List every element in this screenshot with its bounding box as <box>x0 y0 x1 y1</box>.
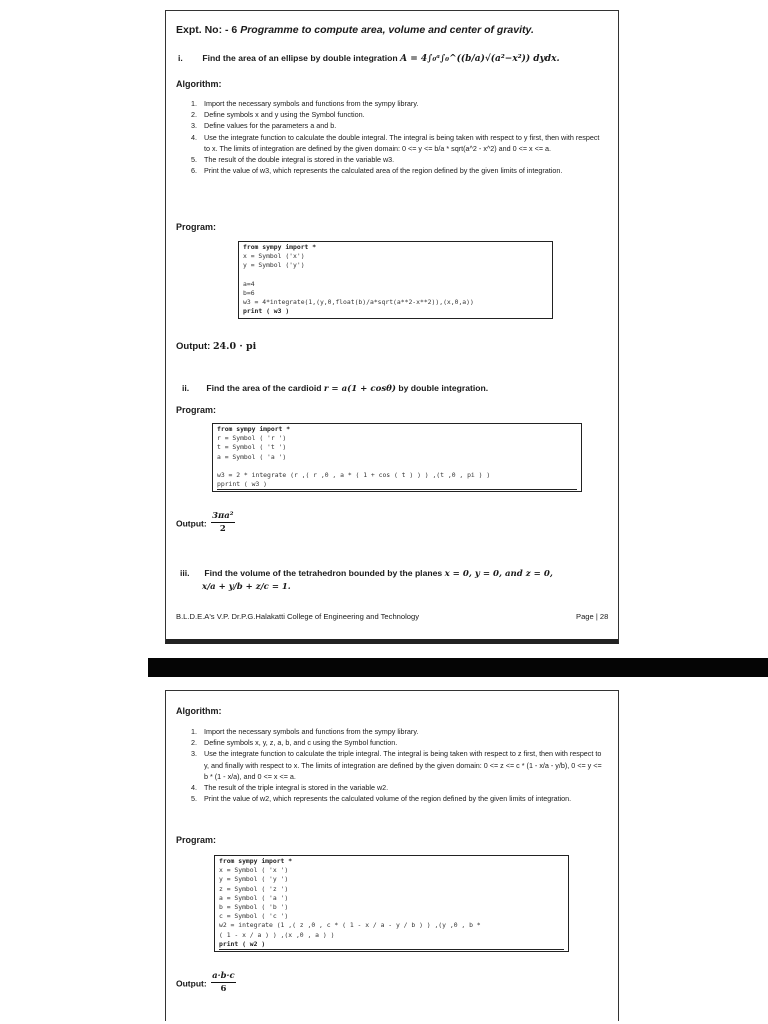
document-page-28 <box>165 10 619 644</box>
algorithm-heading-2: Algorithm: <box>176 706 222 716</box>
output-1-value: 24.0 · pi <box>212 341 257 352</box>
algorithm-list-2 <box>176 726 606 804</box>
code-block-cardioid: from sympy import * r = Symbol ( 'r ') t = Symbol ( 't ') a = Symbol ( 'a ') w3 = 2 * integrate (r ,( r ,0 , a * ( 1 + cos ( t ) ) ) ,(t ,0 , pi ) ) pprint ( w3 ) <box>212 423 582 492</box>
code-block-ellipse: from sympy import * x = Symbol ('x') y = Symbol ('y') a=4 b=6 w3 = 4*integrate(1,(y,0,float(b)/a*sqrt(a**2-x**2)),(x,0,a)) print ( w3 ) <box>238 241 553 319</box>
algorithm-step: 2. Define symbols x and y using the Symbol function. <box>191 110 365 120</box>
question-3: iii. Find the volume of the tetrahedron bounded by the planes x = 0, y = 0, and z = 0, <box>180 568 553 579</box>
page-footer-number: Page | 28 <box>576 612 609 621</box>
experiment-title <box>176 24 534 36</box>
question-1-number: i. <box>178 53 183 63</box>
experiment-name: Programme to compute area, volume and center of gravity. <box>240 24 534 36</box>
algorithm-step: 6. Print the value of w3, which represents the calculated area of the region defined by the given limits of integration. <box>191 166 563 176</box>
output-1: Output: 24.0 · pi <box>176 341 257 352</box>
algorithm-step: 5. The result of the double integral is stored in the variable w3. <box>191 155 395 165</box>
code-block-tetrahedron: from sympy import * x = Symbol ( 'x ') y = Symbol ( 'y ') z = Symbol ( 'z ') a = Symbol ( 'a ') b = Symbol ( 'b ') c = Symbol ( 'c ') w2 = integrate (1 ,( z ,0 , c * ( 1 - x / a - y / b ) ) ,(y ,0 , b * ( 1 - x / a ) ) ,(x ,0 , a ) ) print ( w2 ) <box>214 855 569 952</box>
output-2-fraction: $\frac{\text{3πa²}}{2}$ <box>212 511 234 534</box>
tetrahedron-plane-formula: x/a + y/b + z/c = 1. <box>202 582 291 592</box>
cardioid-formula: r = a(1 + cosθ) <box>323 384 396 394</box>
algorithm-step: 4. The result of the triple integral is stored in the variable w2. <box>191 783 389 793</box>
algorithm-step: 3. Define values for the parameters a and b. <box>191 121 337 131</box>
program-heading-1: Program: <box>176 222 217 232</box>
question-2: ii. Find the area of the cardioid r = a(1 + cosθ) by double integration. <box>182 383 489 394</box>
page-separator <box>148 658 768 677</box>
program-heading-2: Program: <box>176 405 217 415</box>
algorithm-step: 2. Define symbols x, y, z, a, b, and c using the Symbol function. <box>191 738 398 748</box>
program-heading-3: Program: <box>176 835 217 845</box>
experiment-number: Expt. No: - 6 <box>176 24 238 36</box>
document-page-29 <box>165 690 619 1021</box>
page-footer-college: B.L.D.E.A's V.P. Dr.P.G.Halakatti College of Engineering and Technology <box>176 612 420 621</box>
algorithm-step: 4. Use the integrate function to calculate the double integral. The integral is being taken with respect to y first, then with respect to x. The limits of integration are defined by the given domain: 0 <= y <= b/a * sqrt(a^2 - x^2) and 0 <= x <= a. <box>191 132 600 153</box>
algorithm-step: 1. Import the necessary symbols and functions from the sympy library. <box>191 727 419 736</box>
output-2: Output: $\frac{\text{3πa²}}{2}$ <box>176 511 234 534</box>
algorithm-step: 1. Import the necessary symbols and functions from the sympy library. <box>191 99 419 108</box>
algorithm-step: 3. Use the integrate function to calculate the triple integral. The integral is being taken with respect to z first, then with respect to y, and finally with respect to x. The limits of integration are defined by the given domain: 0 <= z <= c * (1 - x/a - y/b), 0 <= y <= b * (1 - x/a), and 0 <= x <= a. <box>191 749 602 781</box>
question-1 <box>178 53 560 64</box>
algorithm-step: 5. Print the value of w2, which represents the calculated volume of the region defined by the given limits of integration. <box>191 794 572 804</box>
algorithm-list-1 <box>176 98 606 176</box>
output-3-fraction: $\frac{a\cdot b\cdot c}{6}$ <box>212 971 235 994</box>
question-1-text: Find the area of an ellipse by double integration <box>202 53 398 63</box>
algorithm-heading-1: Algorithm: <box>176 79 222 89</box>
ellipse-area-formula: A = 4∫₀ᵃ∫₀^((b/a)√(a²−x²)) dydx. <box>400 54 560 64</box>
output-3: Output: $\frac{a\cdot b\cdot c}{6}$ <box>176 971 235 994</box>
